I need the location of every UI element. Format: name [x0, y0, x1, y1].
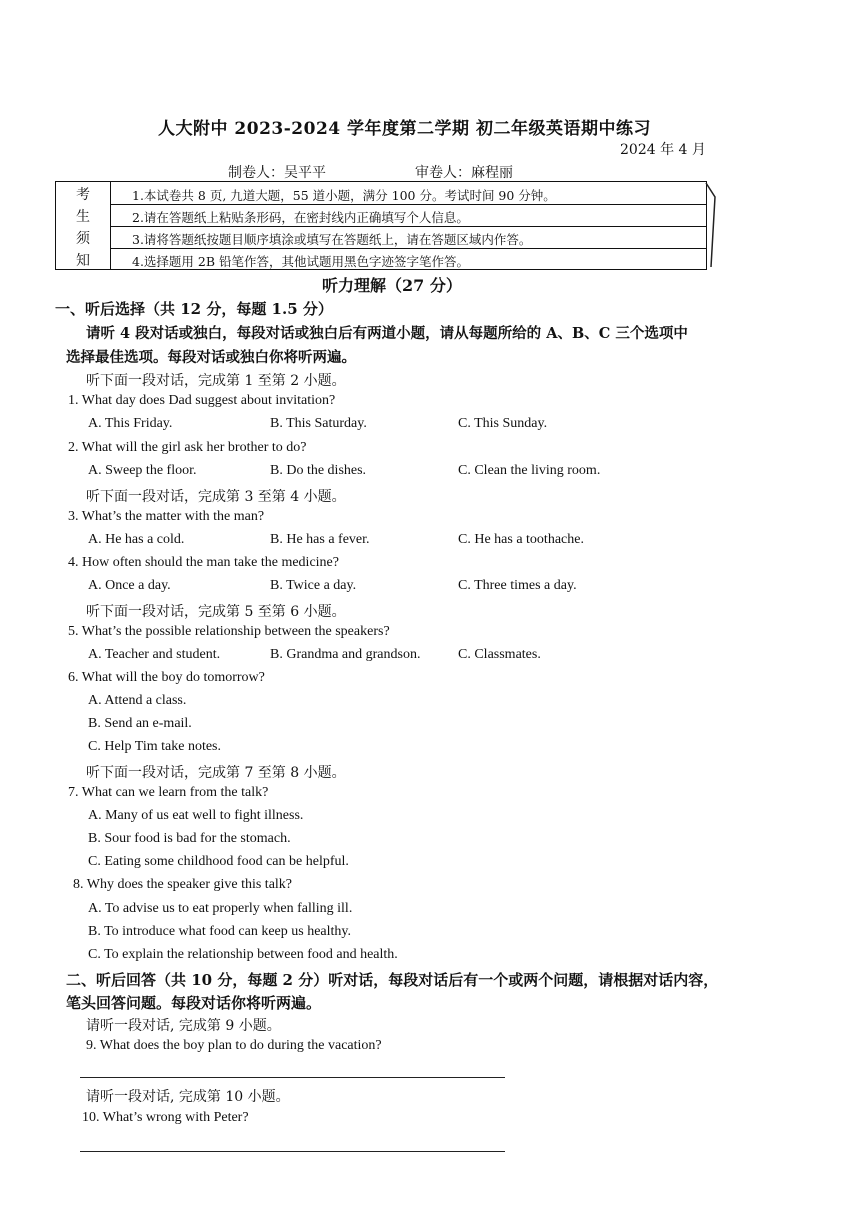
option-2c: C. Clean the living room.: [458, 463, 601, 478]
dialog-instruction: 听下面一段对话，完成第 7 至第 8 小题。: [86, 765, 346, 781]
option-4c: C. Three times a day.: [458, 578, 577, 593]
answer-line[interactable]: [80, 1151, 505, 1152]
notice-line: 4.选择题用 2B 铅笔作答，其他试题用黑色字迹签字笔作答。: [132, 254, 470, 269]
exam-date: 2024 年 4 月: [620, 142, 706, 158]
option-7c: C. Eating some childhood food can be helpful.: [88, 854, 349, 869]
dialog-instruction: 请听一段对话, 完成第 9 小题。: [86, 1018, 281, 1034]
option-2a: A. Sweep the floor.: [88, 463, 197, 478]
option-8c: C. To explain the relationship between food and health.: [88, 947, 398, 962]
option-4a: A. Once a day.: [88, 578, 171, 593]
notice-char: 生: [76, 209, 90, 225]
dialog-instruction: 听下面一段对话，完成第 5 至第 6 小题。: [86, 604, 346, 620]
question-7: 7. What can we learn from the talk?: [68, 785, 269, 800]
option-3b: B. He has a fever.: [270, 532, 370, 547]
paper-reviewer: 审卷人：麻程丽: [415, 165, 513, 181]
option-8b: B. To introduce what food can keep us healthy.: [88, 924, 352, 939]
option-1c: C. This Sunday.: [458, 416, 548, 431]
notice-line: 1.本试卷共 8 页, 九道大题，55 道小题，满分 100 分。考试时间 90 分钟。: [132, 188, 556, 203]
option-6c: C. Help Tim take notes.: [88, 739, 222, 754]
candidate-notice-box: [55, 181, 707, 270]
dialog-instruction: 听下面一段对话，完成第 1 至第 2 小题。: [86, 373, 346, 389]
notice-char: 须: [76, 231, 90, 247]
dialog-instruction: 听下面一段对话，完成第 3 至第 4 小题。: [86, 489, 346, 505]
option-5c: C. Classmates.: [458, 647, 541, 662]
option-4b: B. Twice a day.: [270, 578, 357, 593]
option-5b: B. Grandma and grandson.: [270, 647, 421, 662]
option-1b: B. This Saturday.: [270, 416, 367, 431]
part2-heading: 笔头回答问题。每段对话你将听两遍。: [66, 994, 322, 1012]
notice-line: 3.请将答题纸按题目顺序填涂或填写在答题纸上，请在答题区域内作答。: [132, 232, 532, 247]
question-4: 4. How often should the man take the medicine?: [68, 555, 339, 570]
part1-heading: 一、听后选择（共 12 分，每题 1.5 分）: [55, 300, 333, 318]
answer-line[interactable]: [80, 1077, 505, 1078]
option-2b: B. Do the dishes.: [270, 463, 367, 478]
question-3: 3. What’s the matter with the man?: [68, 509, 265, 524]
option-6b: B. Send an e-mail.: [88, 716, 192, 731]
notice-char: 知: [76, 253, 90, 269]
question-9: 9. What does the boy plan to do during the vacation?: [86, 1038, 382, 1053]
option-7b: B. Sour food is bad for the stomach.: [88, 831, 291, 846]
option-1a: A. This Friday.: [88, 416, 173, 431]
question-2: 2. What will the girl ask her brother to do?: [68, 440, 307, 455]
option-8a: A. To advise us to eat properly when falling ill.: [88, 901, 353, 916]
question-8: 8. Why does the speaker give this talk?: [73, 877, 293, 892]
option-6a: A. Attend a class.: [88, 693, 187, 708]
question-5: 5. What’s the possible relationship between the speakers?: [68, 624, 390, 639]
option-3a: A. He has a cold.: [88, 532, 185, 547]
paper-maker: 制卷人：吴平平: [228, 165, 326, 181]
question-6: 6. What will the boy do tomorrow?: [68, 670, 265, 685]
option-5a: A. Teacher and student.: [88, 647, 221, 662]
part2-heading: 二、听后回答（共 10 分，每题 2 分）听对话，每段对话后有一个或两个问题，请根据对话内容，: [66, 971, 719, 989]
question-10: 10. What’s wrong with Peter?: [82, 1110, 249, 1125]
notice-char: 考: [76, 187, 90, 203]
exam-title: 人大附中 2023-2024 学年度第二学期 初二年级英语期中练习: [158, 119, 651, 139]
listening-heading: 听力理解（27 分）: [322, 276, 462, 295]
question-1: 1. What day does Dad suggest about invitation?: [68, 393, 336, 408]
option-7a: A. Many of us eat well to fight illness.: [88, 808, 304, 823]
dialog-instruction: 请听一段对话, 完成第 10 小题。: [86, 1089, 290, 1105]
part1-instruction: 请听 4 段对话或独白，每段对话或独白后有两道小题，请从每题所给的 A、B、C 三个选项中: [86, 325, 688, 342]
scan-edge-mark: [705, 183, 717, 267]
notice-line: 2.请在答题纸上粘贴条形码，在密封线内正确填写个人信息。: [132, 210, 469, 225]
option-3c: C. He has a toothache.: [458, 532, 584, 547]
part1-instruction: 选择最佳选项。每段对话或独白你将听两遍。: [66, 349, 356, 366]
